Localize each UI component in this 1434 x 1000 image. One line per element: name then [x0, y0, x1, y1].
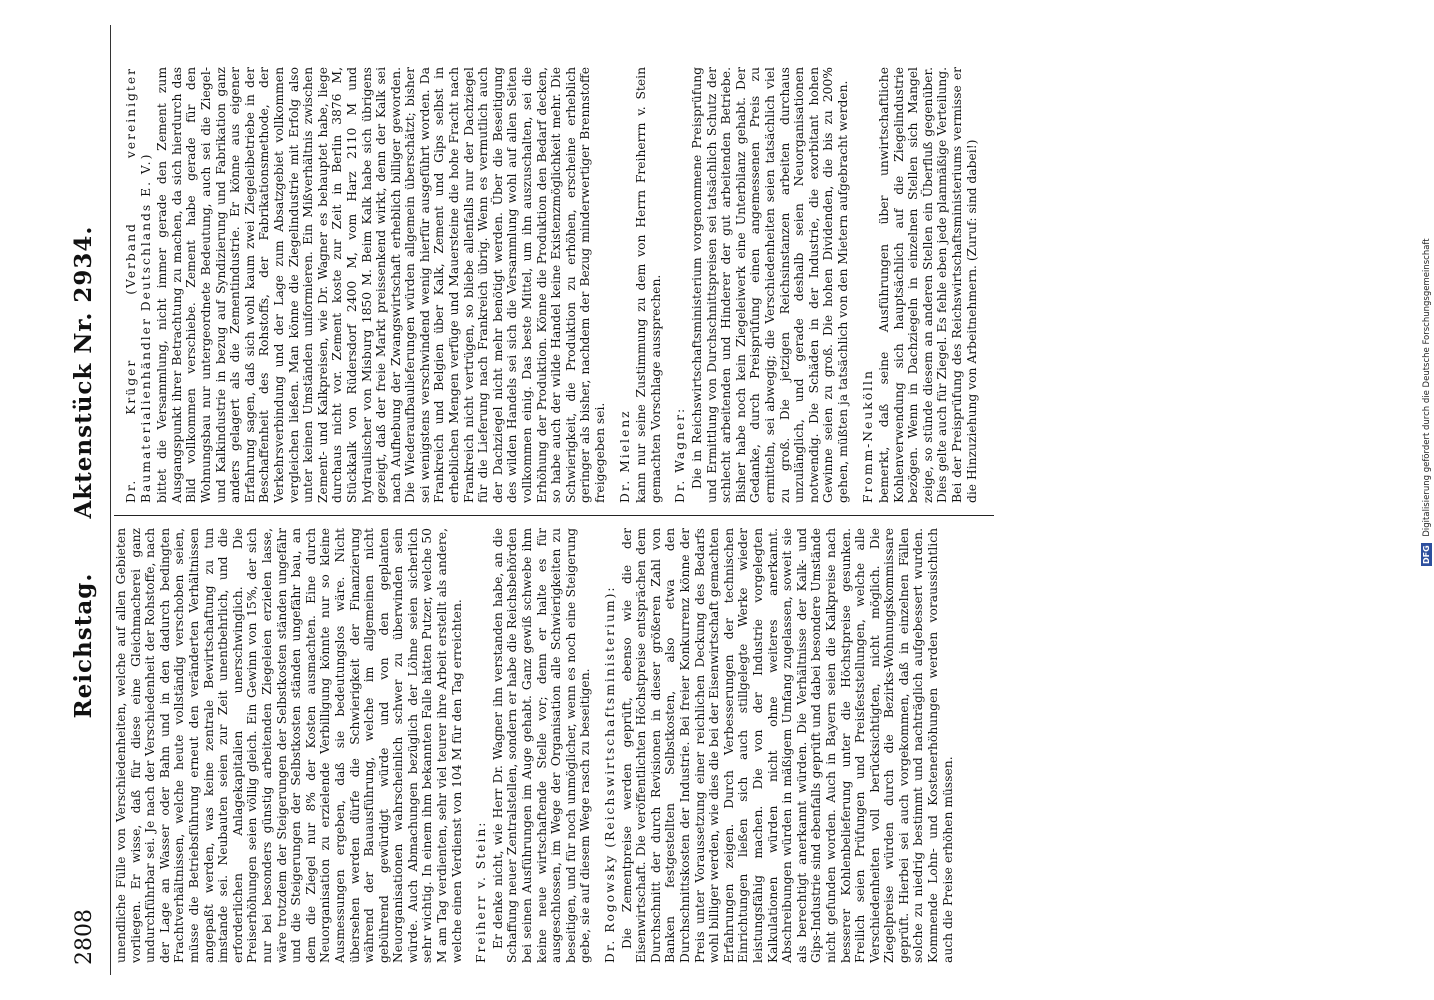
document-reference: Aktenstück Nr. 2934.	[70, 225, 97, 519]
page-title	[70, 226, 97, 719]
header-title: Reichstag.	[70, 572, 97, 719]
speaker-heading: Dr. Mielenz	[617, 409, 632, 503]
text-columns	[114, 25, 994, 975]
speech-paragraph: Er denke nicht, wie Herr Dr. Wagner ihn verstanden habe, an die Schaffung neuer Zentralstellen, sondern er habe die Reichsbehörden bei seinen Ausführungen im Auge gehabt. Ganz gewiß schwebe ihm keine neue wirtschaftende Stelle vor; denn er halte es für ausgeschlossen, im Wege der Organisation alle Schwierigkeiten zu beseitigen, und für noch unmöglicher, wenn es noch eine Steigerung gebe, sie auf diesem Wege rasch zu beseitigen.	[490, 528, 593, 963]
left-column	[114, 515, 994, 975]
page-header	[70, 25, 114, 975]
page-number: 2808	[72, 909, 97, 965]
speech-paragraph: bittet die Versammlung, nicht immer gerade den Zement zum Ausgangspunkt ihrer Betrachtung zu machen, da sich hierdurch das Bild vollkommen verschiebe. Zement habe gerade für den Wohnungsbau nur untergeordnete Bedeutung, auch sei die Ziegel- und Kalkindustrie in bezug auf Syndizierung und Fabrikation ganz anders gelagert als die Zementindustrie. Er könne aus eigener Erfahrung sagen, daß sich wohl kaum zwei Ziegeleibetriebe in der Beschaffenheit des Rohstoffs, der Fabrikationsmethode, der Verkehrsverbindung und der Lage zum Absatzgebiet vollkommen vergleichen ließen. Man könne die Ziegelindustrie mit Erfolg also unter keinen Umständen uniformieren. Ein Mißverhältnis zwischen Zement- und Kalkpreisen, wie Dr. Wagner es behauptet habe, liege durchaus nicht vor. Zement koste zur Zeit in Berlin 3876 M, Stückkalk von Rüdersdorf 2400 M, vom Harz 2110 M und hydraulischer von Misburg 1850 M. Beim Kalk habe sich übrigens gezeigt, daß der freie Markt preissenkend wirkt, denn der Kalk sei nach Aufhebung der Zwangswirtschaft erheblich billiger geworden. Die Wiederaufbaulieferungen würden allgemein überschätzt; bisher sei wenigstens verschwindend wenig hierfür ausgeführt worden. Da Frankreich und Belgien über Kalk, Zement und Gips selbst in erheblichen Mengen verfüge und Mauersteine die hohe Fracht nach Frankreich nicht vertrügen, so bliebe allenfalls nur der Dachziegel für die Lieferung nach Frankreich übrig. Wenn es vermutlich auch der Dachziegel nicht mehr benötigt werden. Über die Beseitigung des wilden Handels sei sich die Versammlung wohl auf allen Seiten vollkommen einig. Das beste Mittel, um ihn auszuschalten, sei die Erhöhung der Produktion. Könne die Produktion den Bedarf decken, so habe auch der wilde Handel keine Existenzmöglichkeit mehr. Die Schwierigkeit, die Produktion zu erhöhen, erscheine erheblich geringer als bisher, nachdem der Bezug minderwertiger Brennstoffe freigegeben sei.	[155, 67, 607, 503]
side-note	[1421, 6, 1432, 566]
speaker-heading: Dr. Rogowsky (Reichswirtschaftsministerium):	[603, 585, 617, 963]
speaker-heading: Dr. Krüger (Verband vereinigter Baumaterialienhändler Deutschlands E. V.)	[124, 67, 153, 503]
right-column	[114, 55, 994, 515]
header-rule	[110, 25, 111, 975]
speech-paragraph: bemerkt, daß seine Ausführungen über unwirtschaftliche Kohlenverwendung sich hauptsächlich auf die Ziegelindustrie bezögen. Wenn in Dachziegeln in einzelnen Stellen sich Mangel zeige, so stünde diesem an anderen Stellen ein Überfluß gegenüber. Dies gelte auch für Ziegel. Es fehle eben jede planmäßige Verteilung. Bei der Preisprüfung des Reichswirtschaftsministeriums vermisse er die Hinzuziehung von Arbeitnehmern. (Zuruf: sind dabei!)	[877, 67, 979, 503]
speaker-heading: Fromm-Neukölln	[860, 369, 875, 503]
speaker-heading: Dr. Wagner:	[673, 406, 688, 503]
speech-paragraph: Die Zementpreise werden geprüft, ebenso wie die der Eisenwirtschaft. Die veröffentlichten Höchstpreise entsprächen dem Durchschnitt der durch Revisionen in dieser größeren Zahl von Banken festgestellten Selbstkosten, also etwa den Durchschnittskosten der Industrie. Bei freier Konkurrenz könne der Preis unter Voraussetzung einer reichlichen Deckung des Bedarfs wohl billiger werden, wie dies die bei der Eisenwirtschaft gemachten Erfahrungen zeigen. Durch Verbesserungen der technischen Einrichtungen ließen sich auch stillgelegte Werke wieder leistungsfähig machen. Die von der Industrie vorgelegten Kalkulationen würden nicht ohne weiteres anerkannt. Abschreibungen würden in mäßigem Umfang zugelassen, soweit sie als berechtigt anerkannt würden. Die Verhältnisse der Kalk- und Gips-Industrie sind ebenfalls geprüft und dabei besondere Umstände nicht gefunden worden. Auch in Bayern seien die Kalkpreise nach besserer Kohlenbelieferung unter die Höchstpreise gesunken. Freilich seien Prüfungen und Preisfeststellungen, welche alle Verschiedenheiten voll berücksichtigten, nicht möglich. Die Ziegelpreise würden durch die Bezirks-Wohnungskommissare geprüft. Hierbei sei auch vorgekommen, daß in einzelnen Fällen solche zu niedrig bestimmt und nachträglich aufgebessert wurden. Kommende Lohn- und Kostenerhöhungen werden voraussichtlich auch die Preise erhöhen müssen.	[619, 528, 955, 963]
dfg-logo-icon: DFG	[1422, 545, 1431, 564]
speaker-heading: Freiherr v. Stein:	[474, 820, 489, 963]
side-note-text: Digitalisierung gefördert durch die Deutsche Forschungsgemeinschaft	[1422, 238, 1432, 537]
continuation-paragraph: unendliche Fülle von Verschiedenheiten, welche auf allen Gebieten vorliegen. Er wisse, daß für diese eine Gleichmacherei ganz undurchführbar sei. Je nach der Verschiedenheit der Rohstoffe, nach der Lage an Wasser oder Bahn und in den dadurch bedingten Frachtverhältnissen, welche heute vollständig verschoben seien, müsse die Betriebsführung erneut den veränderten Verhältnissen angepaßt werden, was keine zentrale Bewirtschaftung zu tun imstande sei. Neubauten seien zur Zeit unentbehrlich, und die erforderlichen Anlagekapitalien unerschwinglich. Die Preiserhöhungen seien völlig gleich. Ein Gewinn von 15%, der sich nur bei besonders günstig arbeitenden Ziegeleien erzielen lasse, wäre trotzdem der Steigerungen der Selbstkosten ständen ungefähr und die Steigerungen der Selbstkosten ständen ungefähr bau, an dem die Ziegel nur 8% der Kosten ausmachten. Eine durch Neuorganisation zu erzielende Verbilligung könnte nur so kleine Ausmessungen ergeben, daß sie bedeutungslos wäre. Nicht übersehen werden dürfe die Schwierigkeit der Finanzierung während der Bauausführung, welche im allgemeinen nicht gebührend gewürdigt würde und von den geplanten Neuorganisationen wahrscheinlich schwer zu überwinden sein würde. Auch Abmachungen bezüglich der Löhne seien sicherlich sehr wichtig. In einem ihm bekannten Falle hätten Putzer, welche 50 M am Tag verdienten, sehr viel teurer ihre Arbeit erstellt als andere, welche einen Verdienst von 104 M für den Tag erreichten.	[114, 528, 464, 963]
speech-paragraph: kann nur seine Zustimmung zu dem von Herrn Freiherrn v. Stein gemachten Vorschlage aussprechen.	[634, 67, 663, 503]
speech-paragraph: Die in Reichswirtschaftsministerium vorgenommene Preisprüfung und Ermittlung von Durchschnittspreisen sei tatsächlich Schutz der schlecht arbeitenden und Hinderer der gut arbeitenden Betriebe. Bisher habe noch kein Ziegeleiwerk eine Unterbilanz gehabt. Der Gedanke, durch Preisprüfung einen angemessenen Preis zu ermitteln, sei abwegig; die Verschiedenheiten seien tatsächlich viel zu groß. Die jetzigen Reichsinstanzen arbeiten durchaus unzulänglich, und gerade deshalb seien Neuorganisationen notwendig. Die Schäden in der Industrie, die exorbitant hohen Gewinne seien zu groß. Die hohen Dividenden, die bis zu 200% gehen, müßten ja tatsächlich von den Mietern aufgebracht werden.	[689, 67, 850, 503]
rotated-page	[70, 25, 1400, 975]
